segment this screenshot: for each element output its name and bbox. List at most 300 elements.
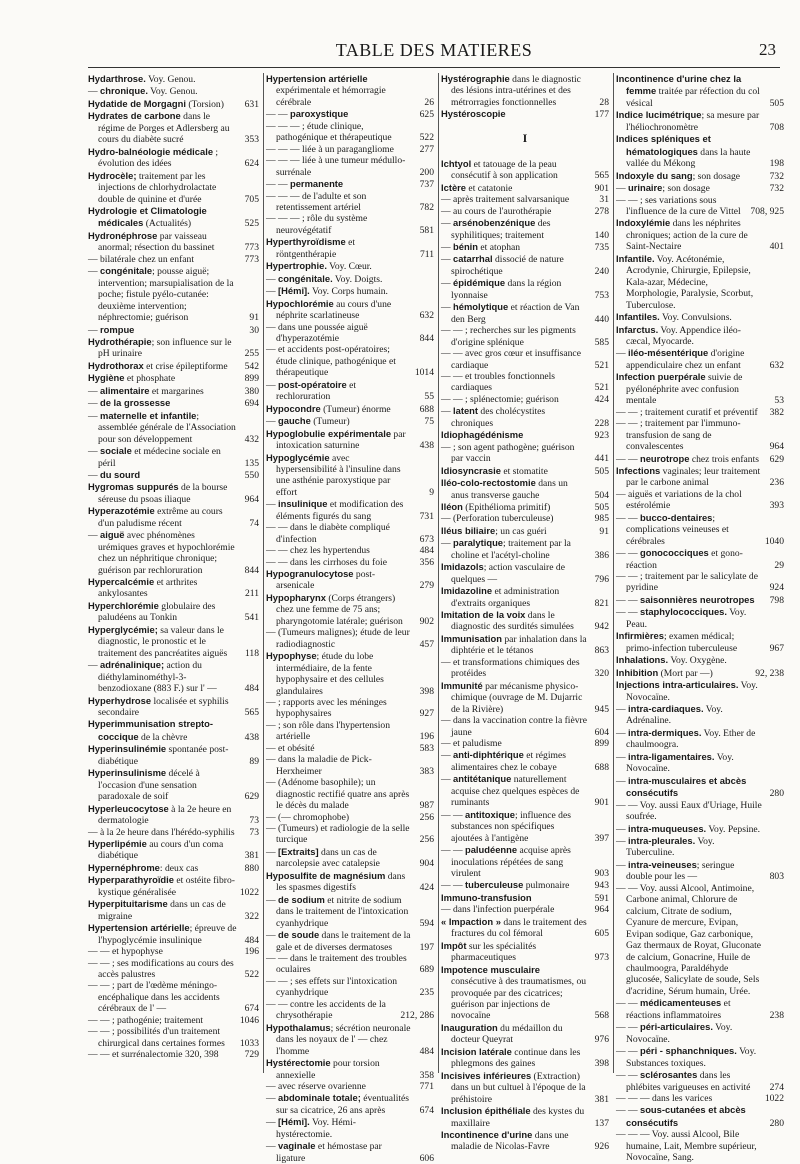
index-entry — [616, 195, 784, 218]
entry-text: Impôt sur les spécialités pharmaceutiques — [441, 939, 537, 964]
entry-page: 118 — [244, 647, 259, 659]
entry-page: 238 — [769, 1009, 784, 1021]
entry-page: 565 — [244, 707, 259, 719]
index-entry — [266, 1140, 434, 1164]
entry-page: 381 — [594, 1093, 609, 1105]
entry-text: Hypertension artérielle; épreuve de l'hypoglycémie insulinique — [88, 922, 237, 946]
index-entry — [266, 812, 434, 823]
entry-text: — — ; traitement par le salicylate de pyridine — [616, 571, 758, 594]
entry-page: 803 — [769, 871, 784, 883]
entry-text: Hyperpituitarisme dans un cas de migraine — [88, 898, 226, 922]
index-entry — [266, 929, 434, 953]
entry-page: 386 — [594, 549, 609, 561]
entry-page: 632 — [769, 359, 784, 371]
entry-page: 844 — [419, 332, 434, 344]
index-entry — [88, 372, 259, 384]
index-entry — [616, 823, 784, 835]
index-entry — [616, 594, 784, 606]
index-entry — [88, 922, 259, 946]
index-entry — [266, 498, 434, 522]
index-entry — [616, 418, 784, 452]
entry-text: Hydrates de carbone dans le régime de Porges et Adlersberg au cours du diabète sucré — [88, 110, 230, 146]
entry-text: — de la grossesse — [88, 397, 171, 410]
entry-text: — — ; pathogénie; traitement — [88, 1014, 204, 1026]
entry-text: — — contre les accidents de la chrysothérapie — [266, 998, 386, 1022]
entry-text: — — tuberculeuse pulmonaire — [441, 879, 570, 892]
entry-page: 280 — [769, 1117, 784, 1129]
entry-text: — — ; splénectomie; guérison — [441, 393, 559, 405]
entry-page: 568 — [594, 1010, 609, 1022]
entry-page: 844 — [244, 564, 259, 576]
index-entry — [616, 347, 784, 371]
index-entry — [266, 743, 434, 754]
index-entry — [266, 344, 434, 378]
index-entry — [266, 1081, 434, 1092]
index-entry — [441, 609, 609, 633]
index-entry — [266, 273, 434, 285]
index-entry — [441, 773, 609, 808]
index-entry — [88, 743, 259, 767]
entry-text: — — — Voy. aussi Alcool, Bile humaine, Lait, Membre supérieur, Novocaïne, Sang. — [616, 1129, 757, 1164]
index-entry — [88, 946, 259, 957]
index-entry — [441, 715, 609, 738]
entry-page: 137 — [594, 1117, 609, 1129]
entry-page: 240 — [594, 265, 609, 277]
entry-text: — ; son rôle dans l'hypertension artérielle — [266, 719, 391, 743]
entry-page: 625 — [419, 109, 434, 121]
index-entry — [88, 980, 259, 1014]
entry-text: — du sourd — [88, 468, 141, 481]
index-entry — [266, 720, 434, 743]
index-entry — [88, 505, 259, 529]
entry-page: 583 — [419, 742, 434, 754]
entry-text: — dans l'infection puerpérale — [441, 904, 555, 916]
entry-page: 729 — [244, 1049, 259, 1061]
entry-page: 55 — [424, 391, 434, 403]
entry-text: Impotence musculaire consécutive à des traumatismes, ou provoquée par des cicatrices; guérison par injections de novocaïne — [441, 963, 587, 1022]
entry-text: Hystérectomie pour torsion annexielle — [266, 1057, 380, 1081]
entry-page: 903 — [594, 868, 609, 879]
entry-page: 521 — [594, 382, 609, 394]
entry-text: Hyposulfite de magnésium dans les spasmes digestifs — [266, 869, 406, 894]
index-entry — [616, 465, 784, 489]
entry-text: Inhalations. Voy. Oxygène. — [616, 654, 727, 667]
entry-page: 383 — [419, 765, 434, 777]
entry-page: 380 — [244, 385, 259, 397]
index-entry — [266, 403, 434, 415]
index-entry — [441, 325, 609, 348]
index-entry — [88, 254, 259, 265]
entry-text: Idiosyncrasie et stomatite — [441, 464, 548, 477]
index-entry — [441, 525, 609, 537]
entry-page: 964 — [594, 904, 609, 916]
entry-text: — et accidents post-opératoires; étude clinique, pathogénique et thérapeutique — [266, 344, 396, 379]
entry-page: 424 — [419, 882, 434, 894]
entry-page: 28 — [599, 96, 609, 108]
entry-page: 771 — [419, 1080, 434, 1092]
entry-text: Hypertension artérielle expérimentale et hémorragie cérébrale — [266, 73, 386, 108]
entry-page: 256 — [419, 834, 434, 846]
index-entry — [266, 236, 434, 260]
index-entry — [441, 429, 609, 441]
entry-text: Infantiles. Voy. Convulsions. — [616, 311, 732, 324]
entry-page: 904 — [419, 858, 434, 870]
index-entry — [616, 407, 784, 418]
entry-page: 705 — [244, 193, 259, 205]
entry-page: 505 — [594, 465, 609, 477]
index-entry — [616, 133, 784, 169]
index-entry — [266, 1116, 434, 1140]
entry-page: 457 — [419, 638, 434, 650]
entry-text: Idiophagédénisme — [441, 429, 524, 441]
index-entry — [88, 838, 259, 862]
entry-page: 92, 238 — [755, 667, 784, 679]
page-number: 23 — [759, 40, 776, 59]
entry-text: — — paludéenne acquise après inoculations répétées de sang virulent — [441, 844, 571, 879]
entry-page: 196 — [419, 731, 434, 743]
index-entry — [88, 336, 259, 360]
entry-page: 708 — [769, 121, 784, 133]
entry-text: Infections vaginales; leur traitement par le carbone animal — [616, 464, 761, 489]
entry-page: 967 — [769, 642, 784, 654]
entry-page: 1040 — [764, 535, 784, 547]
entry-page: 782 — [419, 201, 434, 213]
entry-text: Incision latérale continue dans les phlegmons des gaines — [441, 1045, 581, 1070]
entry-page: 735 — [594, 241, 609, 253]
entry-text: Hyperchlorémie globulaire des paludéens au Tonkin — [88, 599, 216, 624]
index-entry — [616, 253, 784, 311]
entry-page: 74 — [249, 517, 259, 529]
entry-text: « Impaction » dans le traitement des fractures du col fémoral — [441, 915, 587, 940]
index-entry — [616, 73, 784, 109]
index-entry — [88, 1049, 259, 1060]
index-entry — [441, 1105, 609, 1129]
entry-text: — — médicamenteuses et réactions inflammatoires — [616, 997, 731, 1021]
entry-page: 605 — [594, 928, 609, 940]
entry-page: 973 — [594, 952, 609, 964]
index-entry — [441, 964, 609, 1022]
entry-text: — anti-diphtérique et régimes alimentaires chez le cobaye — [441, 749, 566, 773]
index-column-4 — [613, 73, 788, 1164]
index-entry — [266, 1057, 434, 1081]
index-entry — [266, 976, 434, 999]
entry-page: 673 — [419, 533, 434, 545]
index-entry — [88, 1015, 259, 1026]
page-header — [88, 40, 780, 64]
entry-text: — aiguës et variations de la chol estérolémie — [616, 488, 742, 512]
entry-text: — maternelle et infantile; assemblée générale de l'Association pour son développement — [88, 409, 236, 445]
index-entry — [88, 481, 259, 505]
entry-text: — — — ; rôle du système neurovégétatif — [266, 213, 368, 236]
entry-text: Infection puerpérale suivie de pyélonéphrite avec confusion mentale — [616, 371, 743, 407]
index-entry — [266, 894, 434, 929]
entry-text: — — et surrénalectomie 320, 398 — [88, 1049, 219, 1061]
index-entry — [616, 883, 784, 998]
entry-page: 565 — [594, 170, 609, 182]
entry-text: — dans la maladie de Pick-Herxheimer — [266, 754, 372, 777]
entry-text: Hyperhydrose localisée et syphilis secondaire — [88, 694, 229, 719]
index-entry — [441, 301, 609, 325]
index-entry — [441, 633, 609, 657]
entry-page: 674 — [419, 1104, 434, 1116]
entry-page: 945 — [594, 703, 609, 715]
entry-page: 591 — [594, 892, 609, 904]
entry-text: Inhibition (Mort par —) — [616, 666, 713, 679]
entry-page: 987 — [419, 800, 434, 812]
entry-text: Hypercalcémie et arthrites ankylosantes — [88, 576, 198, 600]
index-column-3 — [438, 73, 613, 1153]
index-entry — [88, 600, 259, 624]
entry-text: Indoxyle du sang; son dosage — [616, 169, 741, 182]
entry-page: 711 — [419, 248, 434, 260]
entry-page: 1022 — [239, 886, 259, 898]
entry-text: Indices spléniques et hématologiques dans la haute vallée du Mékong — [616, 133, 751, 170]
entry-page: 89 — [249, 755, 259, 767]
entry-text: — de sodium et nitrite de sodium dans le traitement de l'intoxication cyanhydrique — [266, 893, 409, 929]
index-entry — [88, 73, 259, 85]
index-entry — [266, 754, 434, 777]
entry-text: — catarrhal dissocié de nature spirochétique — [441, 253, 564, 277]
index-entry — [441, 194, 609, 205]
entry-text: Indoxylémie dans les néphrites chroniques; action de la cure de Saint-Nectaire — [616, 217, 748, 253]
entry-page: 899 — [594, 738, 609, 750]
entry-page: 708, 925 — [750, 205, 784, 217]
entry-page: 441 — [594, 453, 609, 465]
entry-page: 880 — [244, 862, 259, 874]
entry-text: Hydrothérapie; son influence sur le pH urinaire — [88, 335, 232, 360]
index-entry — [441, 513, 609, 524]
entry-page: 26 — [424, 96, 434, 108]
entry-text: — sociale et médecine sociale en péril — [88, 445, 221, 469]
entry-text: — dans une poussée aiguë d'hyperazotémie — [266, 321, 368, 344]
entry-page: 606 — [419, 1152, 434, 1164]
entry-page: 322 — [244, 910, 259, 922]
index-entry — [616, 727, 784, 751]
index-entry — [441, 1129, 609, 1153]
entry-text: — intra-ligamentaires. Voy. Novocaïne. — [616, 750, 734, 775]
entry-text: — ; rapports avec les méninges hypophysaires — [266, 697, 387, 720]
entry-page: 280 — [769, 788, 784, 800]
index-entry — [616, 1069, 784, 1093]
index-entry — [266, 178, 434, 190]
index-entry — [441, 916, 609, 940]
entry-page: 484 — [244, 934, 259, 946]
index-entry — [88, 98, 259, 110]
entry-text: Hyperleucocytose à la 2e heure en dermatologie — [88, 802, 232, 827]
index-entry — [441, 680, 609, 715]
index-entry — [441, 585, 609, 609]
index-column-1 — [88, 73, 263, 1073]
entry-page: 53 — [774, 395, 784, 407]
entry-page: 1014 — [414, 367, 434, 379]
entry-page: 256 — [419, 811, 434, 823]
index-entry — [616, 630, 784, 654]
index-entry — [616, 800, 784, 823]
entry-page: 398 — [594, 1058, 609, 1070]
entry-text: — paralytique; traitement par la choline et l'acétyl-choline — [441, 537, 571, 561]
entry-text: — intra-muqueuses. Voy. Pepsine. — [616, 822, 761, 835]
entry-page: 398 — [419, 685, 434, 697]
index-entry — [616, 679, 784, 703]
index-entry — [266, 557, 434, 568]
entry-text: — iléo-mésentérique d'origine appendiculaire chez un enfant — [616, 347, 745, 371]
index-entry — [266, 121, 434, 144]
entry-text: — adrénalinique; action du diéthylaminométhyl-3-benzodioxane (883 F.) sur l' — — [88, 659, 217, 695]
index-entry — [88, 1026, 259, 1049]
entry-page: 484 — [419, 1045, 434, 1057]
index-entry — [266, 999, 434, 1022]
index-entry — [616, 835, 784, 859]
index-entry — [441, 465, 609, 477]
entry-page: 484 — [419, 545, 434, 557]
entry-page: 521 — [594, 359, 609, 371]
entry-text: — (Perforation tuberculeuse) — [441, 513, 554, 525]
entry-text: — — ; traitement curatif et préventif — [616, 406, 758, 418]
index-entry — [266, 1022, 434, 1057]
entry-page: 863 — [594, 645, 609, 657]
page-title: TABLE DES MATIERES — [335, 40, 533, 60]
entry-page: 320 — [594, 668, 609, 680]
entry-page: 31 — [599, 194, 609, 206]
entry-text: Indice lucimétrique; sa mesure par l'héliochronomètre — [616, 109, 760, 133]
entry-page: 522 — [419, 132, 434, 144]
entry-page: 91 — [599, 525, 609, 537]
entry-page: 212, 286 — [400, 1010, 434, 1022]
entry-text: — intra-pleurales. Voy. Tuberculine. — [616, 835, 715, 859]
entry-page: 505 — [594, 501, 609, 513]
index-entry — [616, 182, 784, 194]
index-entry — [88, 803, 259, 827]
entry-page: 902 — [419, 615, 434, 627]
entry-text: Hyperinsulinémie spontanée post-diabétique — [88, 743, 229, 767]
index-entry — [88, 397, 259, 409]
entry-page: 505 — [769, 97, 784, 109]
entry-text: — — ; ses effets sur l'intoxication cyanhydrique — [266, 975, 398, 999]
index-entry — [441, 348, 609, 371]
index-entry — [616, 571, 784, 594]
entry-text: — [Hémi]. Voy. Corps humain. — [266, 285, 388, 298]
index-entry — [88, 230, 259, 254]
index-entry — [266, 260, 434, 272]
section-letter: I — [522, 130, 528, 145]
index-entry — [616, 1093, 784, 1104]
index-entry — [88, 85, 259, 97]
entry-text: — — ; part de l'œdème méningo-encéphalique dans les accidents cérébraux de l' — — [88, 980, 220, 1015]
entry-text: — arsénobenzénique des syphilitiques; traitement — [441, 217, 551, 241]
entry-text: Hyperparathyroïdie et ostéite fibro-kystique généralisée — [88, 874, 235, 898]
entry-text: Injections intra-articulaires. Voy. Novocaïne. — [616, 679, 758, 703]
entry-text: — — bucco-dentaires; complications veineuses et cérébrales — [616, 511, 729, 547]
index-entry — [441, 657, 609, 680]
entry-text: Hydarthrose. Voy. Genou. — [88, 73, 196, 85]
entry-page: 773 — [244, 242, 259, 254]
entry-page: 632 — [419, 310, 434, 322]
entry-page: 91 — [249, 312, 259, 324]
entry-text: Imidazols; action vasculaire de quelques — — [441, 561, 565, 585]
entry-text: — — ; recherches sur les pigments d'origine splénique — [441, 325, 576, 348]
entry-text: Hystérographie dans le diagnostic des lésions intra-utérines et des métrorragies fonctionnelles — [441, 73, 581, 108]
entry-text: — — permanente — [266, 178, 344, 191]
index-entry — [266, 545, 434, 556]
entry-page: 525 — [244, 218, 259, 230]
entry-page: 594 — [419, 917, 434, 929]
index-entry — [616, 1045, 784, 1069]
entry-page: 196 — [244, 946, 259, 958]
index-entry — [266, 285, 434, 297]
entry-page: 924 — [769, 582, 784, 594]
entry-page: 274 — [769, 1081, 784, 1093]
entry-text: — intra-musculaires et abcès consécutifs — [616, 774, 747, 799]
index-entry — [88, 624, 259, 659]
index-entry — [441, 879, 609, 891]
index-entry — [441, 501, 609, 513]
entry-text: — — — ; étude clinique, pathogénique et thérapeutique — [266, 120, 392, 144]
entry-text: — (Adénome basophile); un diagnostic rectifié quatre ans après le décès du malade — [266, 777, 410, 812]
entry-text: Hydrothorax et crise épileptiforme — [88, 359, 228, 372]
entry-text: — — — de l'adulte et son retentissement artériel — [266, 190, 367, 213]
entry-page: 689 — [419, 964, 434, 976]
entry-text: Hygiène et phosphate — [88, 372, 176, 385]
entry-page: 522 — [244, 968, 259, 980]
entry-text: Hypophyse; étude du lobe intermédiaire, de la fente hypophysaire et des cellules glandulaires — [266, 650, 384, 697]
index-entry — [266, 823, 434, 846]
entry-page: 581 — [419, 224, 434, 236]
index-entry — [266, 108, 434, 120]
index-entry — [441, 561, 609, 585]
index-entry — [441, 809, 609, 844]
entry-page: 943 — [594, 880, 609, 892]
index-entry — [441, 892, 609, 904]
index-entry — [88, 385, 259, 397]
entry-page: 964 — [769, 441, 784, 453]
entry-page: 197 — [419, 941, 434, 953]
entry-page: 731 — [419, 510, 434, 522]
entry-text: — — chez les hypertendus — [266, 545, 370, 557]
entry-text: Hydrocèle; traitement par les injections de chlorhydrolactate double de quinine et d'urée — [88, 169, 217, 205]
index-columns — [88, 73, 788, 1164]
entry-page: 732 — [769, 170, 784, 182]
index-entry — [616, 654, 784, 666]
entry-text: Hyperazotémie extrême au cours d'un paludisme récent — [88, 505, 223, 529]
entry-text: Hypothalamus; sécrétion neuronale dans les noyaux de l' — chez l'homme — [266, 1021, 411, 1057]
entry-text: Incontinence d'urine dans une maladie de Nicolas-Favre — [441, 1128, 569, 1153]
index-entry — [266, 191, 434, 214]
entry-text: — — dans les cirrhoses du foie — [266, 556, 387, 568]
entry-text: Imitation de la voix dans le diagnostic des surdités simulées — [441, 609, 574, 633]
index-entry — [441, 904, 609, 915]
index-entry — [616, 667, 784, 679]
index-entry — [266, 846, 434, 870]
entry-text: — — sclérosantes dans les phlébites varigueuses en activité — [616, 1069, 751, 1093]
entry-page: 629 — [769, 453, 784, 465]
entry-page: 198 — [769, 158, 784, 170]
index-entry — [616, 1129, 784, 1163]
entry-text: — latent des cholécystites chroniques — [441, 405, 546, 429]
entry-text: Immunisation par inhalation dans la diphtérie et le tétanos — [441, 632, 587, 657]
entry-text: — et transformations chimiques des protéides — [441, 656, 580, 680]
entry-text: — chronique. Voy. Genou. — [88, 85, 198, 98]
index-entry — [88, 205, 259, 230]
index-entry — [616, 512, 784, 547]
entry-page: 140 — [594, 229, 609, 241]
index-entry — [616, 703, 784, 727]
entry-text: Imidazoline et administration d'extraits organiques — [441, 585, 560, 609]
entry-page: 964 — [244, 493, 259, 505]
entry-text: — au cours de l'aurothérapie — [441, 205, 552, 217]
entry-text: — abdominale totale; éventualités sur sa cicatrice, 26 ans après — [266, 1092, 410, 1116]
index-entry — [441, 73, 609, 108]
index-entry — [88, 718, 259, 743]
